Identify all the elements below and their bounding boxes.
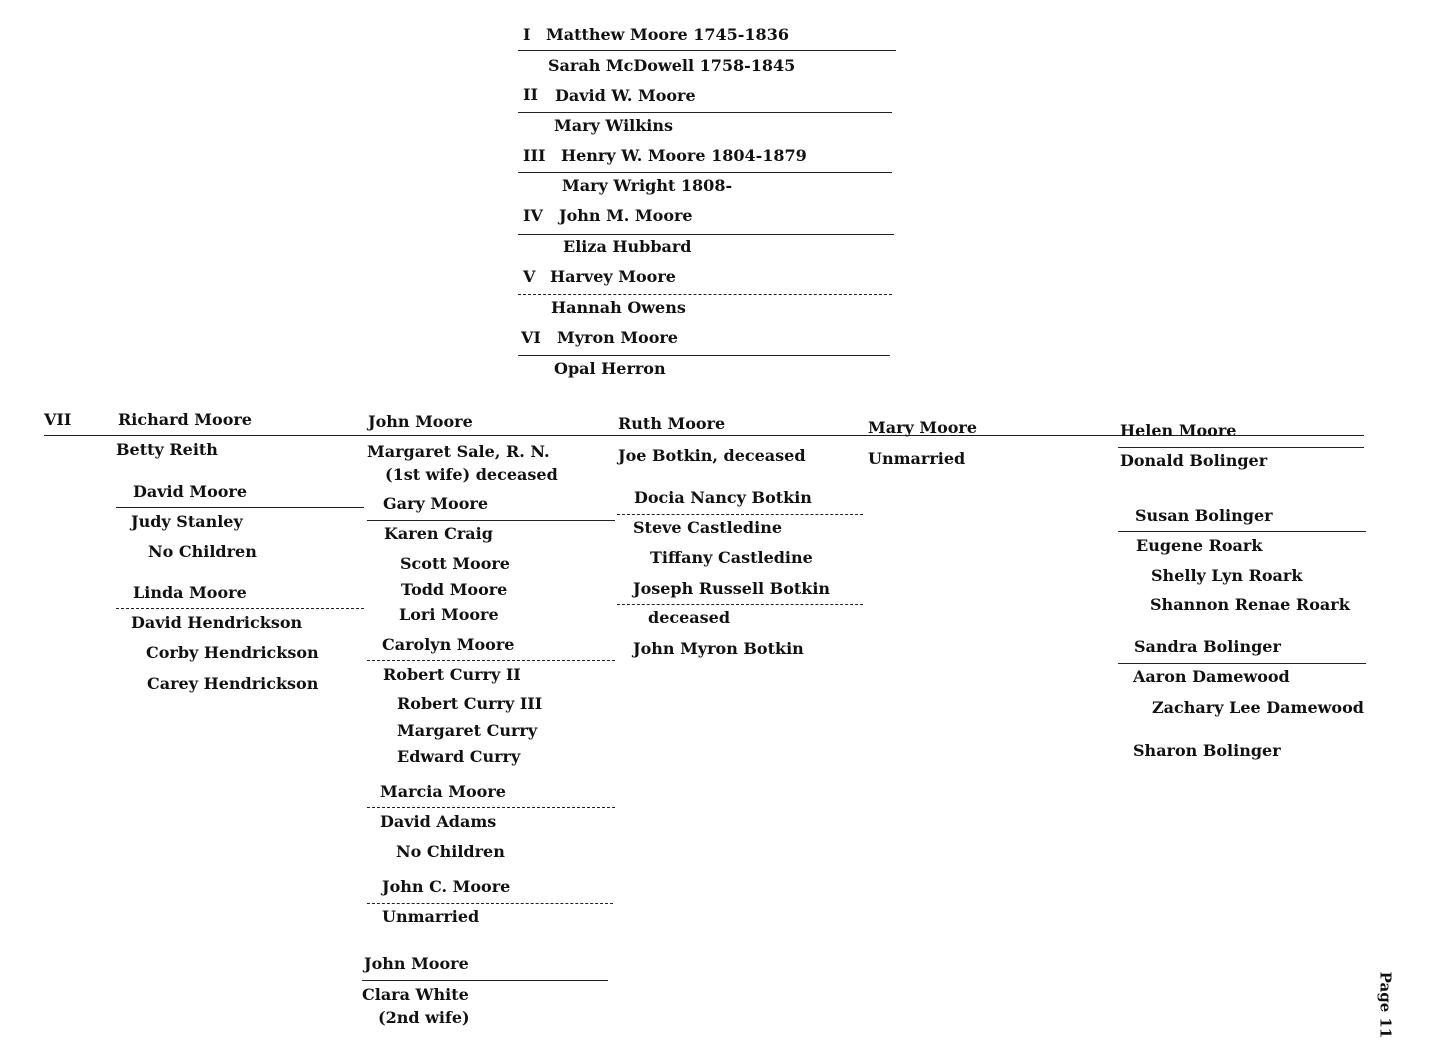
richard-child1-line bbox=[116, 507, 364, 508]
john-grandchild3: Lori Moore bbox=[399, 605, 499, 624]
helen-marriage-line bbox=[1118, 447, 1364, 448]
gen6-numeral: VI bbox=[521, 328, 541, 347]
gen6-spouse: Opal Herron bbox=[554, 359, 666, 378]
gen2-spouse: Mary Wilkins bbox=[554, 116, 674, 135]
gen7-numeral: VII bbox=[44, 410, 72, 429]
john-grandchild2: Todd Moore bbox=[401, 580, 508, 599]
john-child2-spouse: Robert Curry II bbox=[383, 665, 521, 684]
john-second-name: John Moore bbox=[364, 954, 469, 973]
gen2-name: David W. Moore bbox=[555, 86, 696, 105]
john-child3-name: Marcia Moore bbox=[380, 782, 506, 801]
john-spouse-note: (1st wife) deceased bbox=[385, 465, 558, 484]
richard-spouse: Betty Reith bbox=[116, 440, 218, 459]
gen5-numeral: V bbox=[523, 267, 536, 286]
gen6-name: Myron Moore bbox=[557, 328, 678, 347]
helen-grandchild3: Zachary Lee Damewood bbox=[1152, 698, 1364, 717]
john-child1-name: Gary Moore bbox=[383, 494, 488, 513]
gen5-name: Harvey Moore bbox=[550, 267, 676, 286]
helen-child2-line bbox=[1118, 663, 1366, 664]
gen1-name: Matthew Moore 1745-1836 bbox=[546, 25, 789, 44]
gen6-marriage-line bbox=[518, 355, 890, 356]
richard-child1-spouse: Judy Stanley bbox=[131, 512, 243, 531]
page-number: Page 11 bbox=[1376, 971, 1395, 1039]
john-child2-name: Carolyn Moore bbox=[382, 635, 515, 654]
john-grandchild6: Edward Curry bbox=[397, 747, 521, 766]
ruth-spouse: Joe Botkin, deceased bbox=[618, 446, 806, 465]
ruth-child2-name: Joseph Russell Botkin bbox=[633, 579, 831, 598]
helen-grandchild1: Shelly Lyn Roark bbox=[1151, 566, 1303, 585]
gen1-marriage-line bbox=[518, 50, 896, 51]
helen-child1-spouse: Eugene Roark bbox=[1136, 536, 1263, 555]
john-child4-line bbox=[367, 903, 613, 904]
gen2-numeral: II bbox=[523, 85, 538, 104]
ruth-child2-line bbox=[617, 604, 863, 605]
john-child3-note: No Children bbox=[396, 842, 505, 861]
richard-child1-name: David Moore bbox=[133, 482, 248, 501]
gen5-spouse: Hannah Owens bbox=[551, 298, 686, 317]
john-child4-name: John C. Moore bbox=[382, 877, 511, 896]
helen-grandchild2: Shannon Renae Roark bbox=[1150, 595, 1350, 614]
john-child3-spouse: David Adams bbox=[380, 812, 497, 831]
gen2-marriage-line bbox=[518, 112, 892, 113]
richard-grandchild1: Corby Hendrickson bbox=[146, 643, 319, 662]
ruth-child1-name: Docia Nancy Botkin bbox=[634, 488, 812, 507]
john-second-note: (2nd wife) bbox=[378, 1008, 470, 1027]
richard-child2-line bbox=[116, 608, 364, 609]
gen3-numeral: III bbox=[523, 146, 546, 165]
ruth-child1-line bbox=[617, 514, 863, 515]
gen3-spouse: Mary Wright 1808- bbox=[562, 176, 733, 195]
john-child2-line bbox=[367, 660, 615, 661]
richard-grandchild2: Carey Hendrickson bbox=[147, 674, 319, 693]
helen-spouse: Donald Bolinger bbox=[1120, 451, 1268, 470]
helen-child3-name: Sharon Bolinger bbox=[1133, 741, 1281, 760]
ruth-child1-spouse: Steve Castledine bbox=[633, 518, 783, 537]
richard-child1-note: No Children bbox=[148, 542, 257, 561]
john-name: John Moore bbox=[368, 412, 473, 431]
john-grandchild4: Robert Curry III bbox=[397, 694, 543, 713]
john-second-spouse: Clara White bbox=[362, 985, 469, 1004]
helen-child2-spouse: Aaron Damewood bbox=[1133, 667, 1290, 686]
john-grandchild5: Margaret Curry bbox=[397, 721, 538, 740]
john-grandchild1: Scott Moore bbox=[400, 554, 510, 573]
john-spouse: Margaret Sale, R. N. bbox=[367, 442, 550, 461]
richard-child2-spouse: David Hendrickson bbox=[131, 613, 303, 632]
mary-name: Mary Moore bbox=[868, 418, 978, 437]
gen5-marriage-line bbox=[518, 294, 892, 295]
gen4-marriage-line bbox=[518, 234, 894, 235]
gen1-spouse: Sarah McDowell 1758-1845 bbox=[548, 56, 796, 75]
mary-status: Unmarried bbox=[868, 449, 966, 468]
ruth-child3-name: John Myron Botkin bbox=[633, 639, 804, 658]
richard-child2-name: Linda Moore bbox=[133, 583, 247, 602]
gen1-numeral: I bbox=[523, 25, 531, 44]
ruth-child2-note: deceased bbox=[648, 608, 731, 627]
helen-name: Helen Moore bbox=[1120, 421, 1237, 440]
gen4-numeral: IV bbox=[523, 206, 543, 225]
gen4-name: John M. Moore bbox=[559, 206, 693, 225]
ruth-name: Ruth Moore bbox=[618, 414, 726, 433]
helen-child1-name: Susan Bolinger bbox=[1135, 506, 1273, 525]
john-child1-spouse: Karen Craig bbox=[384, 524, 493, 543]
john-second-marriage-line bbox=[362, 980, 608, 981]
helen-child1-line bbox=[1118, 531, 1366, 532]
gen3-name: Henry W. Moore 1804-1879 bbox=[561, 146, 807, 165]
gen3-marriage-line bbox=[518, 172, 892, 173]
john-child4-spouse: Unmarried bbox=[382, 907, 480, 926]
gen4-spouse: Eliza Hubbard bbox=[563, 237, 692, 256]
helen-child2-name: Sandra Bolinger bbox=[1134, 637, 1281, 656]
richard-name: Richard Moore bbox=[118, 410, 252, 429]
ruth-grandchild1: Tiffany Castledine bbox=[650, 548, 813, 567]
john-child3-line bbox=[367, 807, 615, 808]
john-child1-line bbox=[367, 520, 615, 521]
